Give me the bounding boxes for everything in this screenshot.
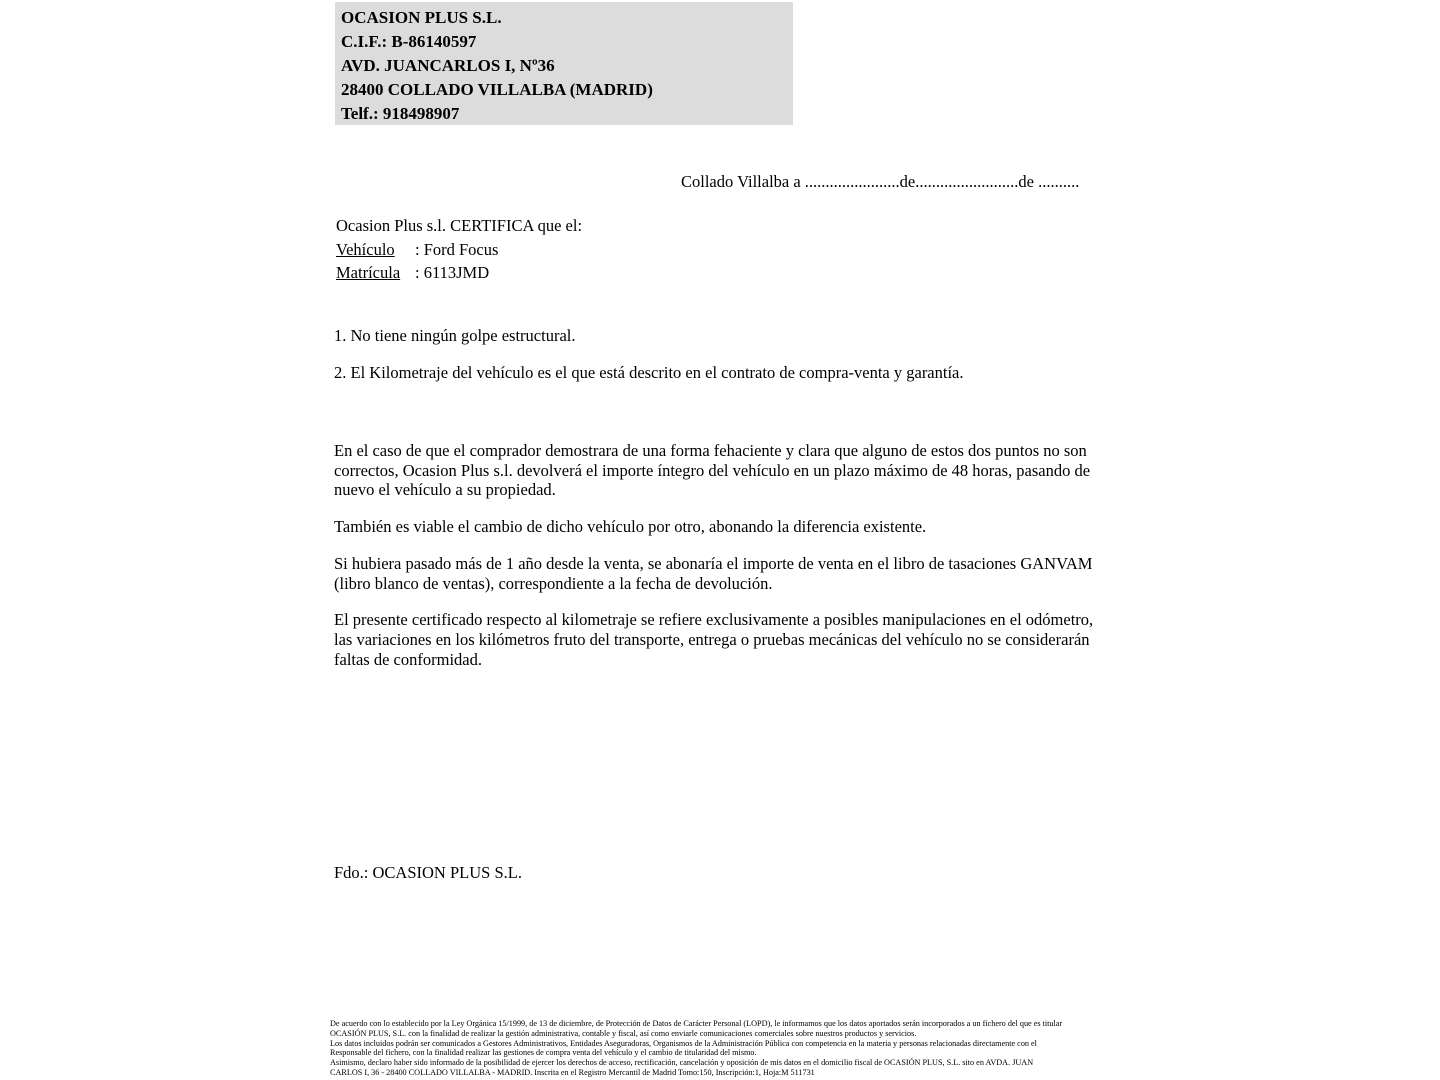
vehicle-row <box>336 238 582 262</box>
legal-line: CARLOS I, 36 - 28400 COLLADO VILLALBA - MADRID. Inscrita en el Registro Mercantil de Madrid Tomo:150, Inscripción:1, Hoja:M 511731 <box>330 1067 815 1077</box>
legal-line: Los datos incluidos podrán ser comunicados a Gestores Administrativos, Entidades Aseguradoras, Organismos de la Administración Pública con competencia en la materia y personas relacionadas directamente con el <box>330 1038 1037 1048</box>
certificate-point-1: 1. No tiene ningún golpe estructural. <box>334 326 576 345</box>
paragraph-refund: En el caso de que el comprador demostrara de una forma fehaciente y clara que alguno de estos dos puntos no son correctos, Ocasion Plus s.l. devolverá el importe íntegro del vehículo en un plazo máximo de 48 horas, pasando de nuevo el vehículo a su propiedad. <box>334 441 1091 500</box>
terms-paragraphs <box>334 441 1099 686</box>
date-line: Collado Villalba a .......................de.........................de .......... <box>681 172 1080 191</box>
vehicle-value: : Ford Focus <box>415 239 499 259</box>
legal-line: OCASIÓN PLUS, S.L. con la finalidad de realizar la gestión administrativa, contable y fiscal, así como enviarle comunicaciones comerciales sobre nuestros productos y servicios. <box>330 1028 917 1038</box>
paragraph-odometer: El presente certificado respecto al kilometraje se refiere exclusivamente a posibles manipulaciones en el odómetro, las variaciones en los kilómetros fruto del transporte, entrega o pruebas mecánicas del vehículo no se considerarán faltas de conformidad. <box>334 610 1094 669</box>
company-phone-line: Telf.: 918498907 <box>341 104 460 123</box>
vehicle-label: Vehículo <box>336 239 395 259</box>
company-header-box <box>335 2 793 125</box>
legal-line: Responsable del fichero, con la finalidad realizar las gestiones de compra venta del vehículo y el cambio de titularidad del mismo. <box>330 1048 757 1058</box>
legal-line: Asimismo, declaro haber sido informado de la posibilidad de ejercer los derechos de acceso, rectificación, cancelación y oposición de mis datos en el domicilio fiscal de OCASIÓN PLUS, S.L. sito en AVDA. JUAN <box>330 1058 1034 1068</box>
signature-line: Fdo.: OCASION PLUS S.L. <box>334 863 522 882</box>
certify-intro: Ocasion Plus s.l. CERTIFICA que el: <box>336 216 583 235</box>
plate-value: : 6113JMD <box>415 263 490 282</box>
certificate-point-2: 2. El Kilometraje del vehículo es el que está descrito en el contrato de compra-venta y garantía. <box>334 363 964 382</box>
paragraph-ganvam: Si hubiera pasado más de 1 año desde la venta, se abonaría el importe de venta en el libro de tasaciones GANVAM (libro blanco de ventas), correspondiente a la fecha de devolución. <box>334 553 1093 593</box>
plate-row <box>336 261 582 285</box>
plate-label: Matrícula <box>336 263 401 282</box>
company-name: OCASION PLUS S.L. <box>341 8 502 27</box>
legal-notice <box>330 1019 1062 1078</box>
paragraph-exchange: También es viable el cambio de dicho vehículo por otro, abonando la diferencia existente. <box>334 517 927 537</box>
certificate-block <box>336 214 582 285</box>
company-address-line: AVD. JUANCARLOS I, Nº36 <box>341 56 555 75</box>
company-cif-line: C.I.F.: B-86140597 <box>341 32 477 51</box>
company-city-line: 28400 COLLADO VILLALBA (MADRID) <box>341 80 653 99</box>
legal-line: De acuerdo con lo establecido por la Ley Orgánica 15/1999, de 13 de diciembre, de Protección de Datos de Carácter Personal (LOPD), le informamos que los datos aportados serán incorporados a un fichero del que es titular <box>330 1019 1063 1028</box>
